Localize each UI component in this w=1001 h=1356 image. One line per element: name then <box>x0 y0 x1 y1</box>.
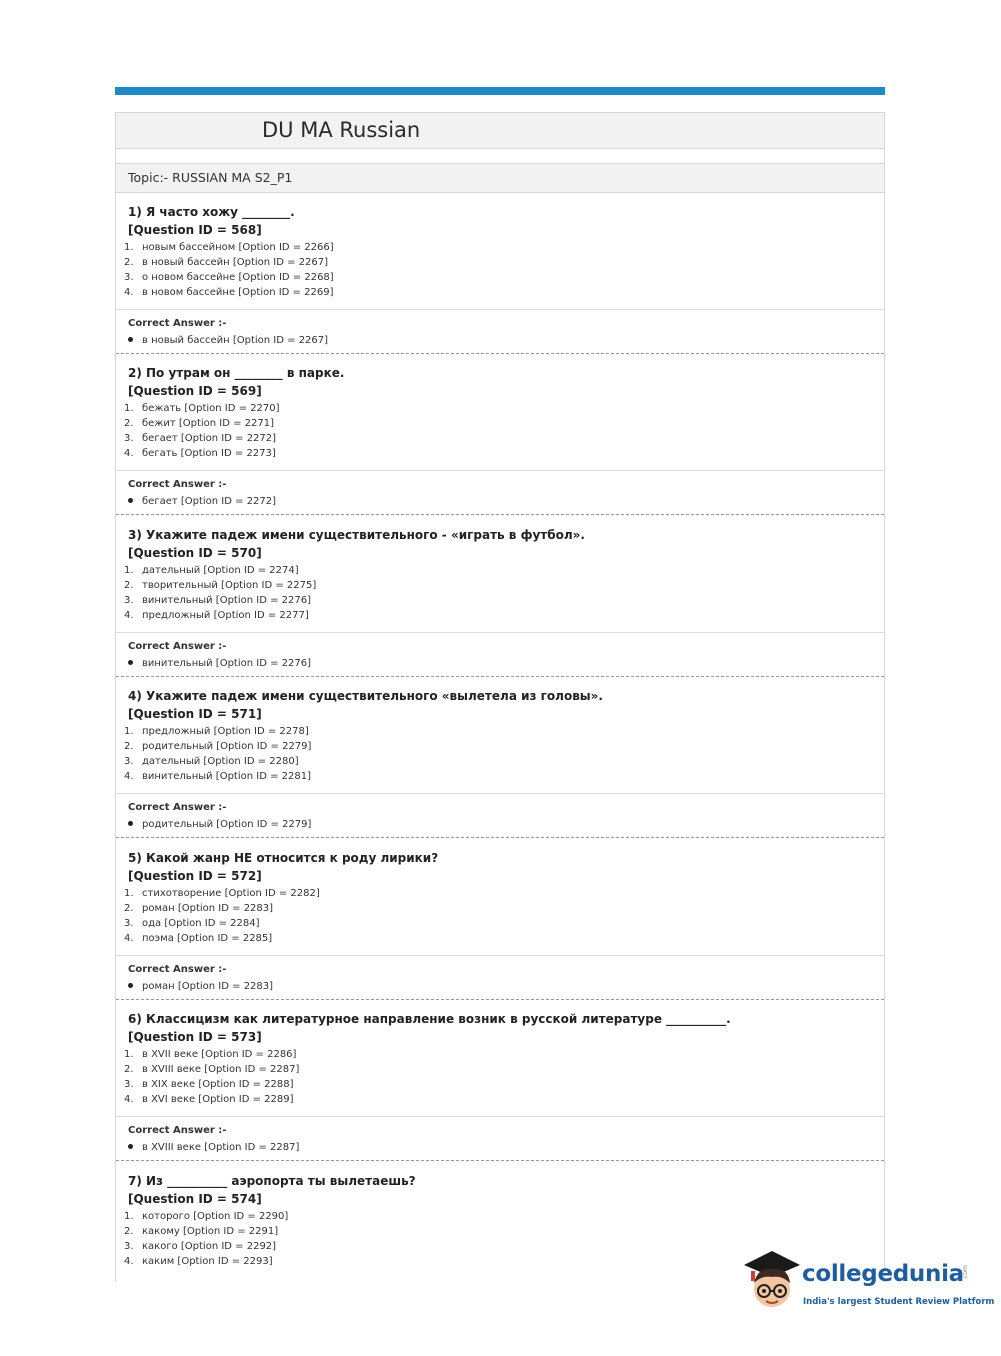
options-list <box>124 1047 299 1107</box>
question-divider <box>116 837 884 838</box>
option-item: 3. дательный [Option ID = 2280] <box>124 756 299 767</box>
topic-row <box>116 164 884 193</box>
question-block <box>116 839 884 1000</box>
question-id: [Question ID = 574] <box>128 1192 262 1206</box>
collegedunia-logo <box>742 1249 995 1319</box>
answer-divider <box>116 632 884 633</box>
option-item: 2. в новый бассейн [Option ID = 2267] <box>124 257 329 268</box>
option-item: 3. о новом бассейне [Option ID = 2268] <box>124 272 334 283</box>
answer-divider <box>116 309 884 310</box>
top-accent-bar <box>115 87 885 95</box>
option-item: 4. поэма [Option ID = 2285] <box>124 933 273 944</box>
question-id: [Question ID = 568] <box>128 223 262 237</box>
question-divider <box>116 514 884 515</box>
option-item: 1. бежать [Option ID = 2270] <box>124 403 280 414</box>
question-text: 5) Какой жанр НЕ относится к роду лирики? <box>128 851 439 865</box>
logo-tagline: India's largest Student Review Platform <box>803 1297 995 1307</box>
title-row <box>116 112 884 149</box>
option-item: 4. в новом бассейне [Option ID = 2269] <box>124 287 334 298</box>
option-item: 2. творительный [Option ID = 2275] <box>124 580 317 591</box>
question-text: 7) Из __________ аэропорта ты вылетаешь? <box>128 1174 416 1188</box>
option-item: 3. какого [Option ID = 2292] <box>124 1241 277 1252</box>
options-list <box>124 240 334 300</box>
option-item: 1. предложный [Option ID = 2278] <box>124 726 309 737</box>
answer-divider <box>116 470 884 471</box>
options-list <box>124 401 280 461</box>
option-item: 4. в XVI веке [Option ID = 2289] <box>124 1094 294 1105</box>
option-item: 1. которого [Option ID = 2290] <box>124 1211 289 1222</box>
option-item: 1. дательный [Option ID = 2274] <box>124 565 299 576</box>
bullet-icon <box>128 983 133 988</box>
question-block <box>116 516 884 677</box>
correct-answer-label: Correct Answer :- <box>128 1125 227 1136</box>
correct-answer: родительный [Option ID = 2279] <box>128 819 311 830</box>
correct-answer-label: Correct Answer :- <box>128 318 227 329</box>
option-item: 2. какому [Option ID = 2291] <box>124 1226 279 1237</box>
logo-wordmark: collegedunia <box>802 1261 964 1287</box>
question-id: [Question ID = 569] <box>128 384 262 398</box>
page-title: DU MA Russian <box>262 118 421 142</box>
options-list <box>124 1209 288 1269</box>
option-item: 2. в XVIII веке [Option ID = 2287] <box>124 1064 300 1075</box>
option-item: 2. родительный [Option ID = 2279] <box>124 741 312 752</box>
correct-answer: в XVIII веке [Option ID = 2287] <box>128 1142 299 1153</box>
correct-answer: роман [Option ID = 2283] <box>128 981 273 992</box>
correct-answer: винительный [Option ID = 2276] <box>128 658 311 669</box>
option-item: 2. бежит [Option ID = 2271] <box>124 418 275 429</box>
correct-answer-label: Correct Answer :- <box>128 964 227 975</box>
bullet-icon <box>128 498 133 503</box>
question-paper <box>115 112 885 1282</box>
answer-divider <box>116 793 884 794</box>
bullet-icon <box>128 660 133 665</box>
option-item: 4. каким [Option ID = 2293] <box>124 1256 273 1267</box>
options-list <box>124 724 311 784</box>
bullet-icon <box>128 1144 133 1149</box>
option-item: 4. бегать [Option ID = 2273] <box>124 448 276 459</box>
bullet-icon <box>128 821 133 826</box>
logo-suffix: .com <box>961 1265 969 1280</box>
correct-answer-label: Correct Answer :- <box>128 479 227 490</box>
spacer-row <box>116 149 884 164</box>
options-list <box>124 563 316 623</box>
question-id: [Question ID = 573] <box>128 1030 262 1044</box>
question-divider <box>116 1160 884 1161</box>
topic-label: Topic:- RUSSIAN MA S2_P1 <box>128 170 293 185</box>
question-text: 1) Я часто хожу ________. <box>128 205 295 219</box>
question-block <box>116 677 884 838</box>
correct-answer: бегает [Option ID = 2272] <box>128 496 276 507</box>
mascot-icon <box>742 1249 802 1313</box>
option-item: 4. предложный [Option ID = 2277] <box>124 610 309 621</box>
answer-divider <box>116 955 884 956</box>
option-item: 3. винительный [Option ID = 2276] <box>124 595 311 606</box>
option-item: 3. бегает [Option ID = 2272] <box>124 433 277 444</box>
question-block <box>116 354 884 515</box>
question-text: 6) Классицизм как литературное направление возник в русской литературе __________. <box>128 1012 731 1026</box>
option-item: 1. в XVII веке [Option ID = 2286] <box>124 1049 297 1060</box>
option-item: 1. стихотворение [Option ID = 2282] <box>124 888 320 899</box>
question-text: 4) Укажите падеж имени существительного «вылетела из головы». <box>128 689 603 703</box>
options-list <box>124 886 320 946</box>
question-block <box>116 1000 884 1161</box>
option-item: 1. новым бассейном [Option ID = 2266] <box>124 242 334 253</box>
question-id: [Question ID = 570] <box>128 546 262 560</box>
option-item: 3. ода [Option ID = 2284] <box>124 918 260 929</box>
correct-answer-label: Correct Answer :- <box>128 641 227 652</box>
question-text: 2) По утрам он ________ в парке. <box>128 366 345 380</box>
correct-answer: в новый бассейн [Option ID = 2267] <box>128 335 328 346</box>
bullet-icon <box>128 337 133 342</box>
question-id: [Question ID = 572] <box>128 869 262 883</box>
question-block <box>116 193 884 354</box>
correct-answer-label: Correct Answer :- <box>128 802 227 813</box>
option-item: 2. роман [Option ID = 2283] <box>124 903 274 914</box>
answer-divider <box>116 1116 884 1117</box>
option-item: 3. в XIX веке [Option ID = 2288] <box>124 1079 294 1090</box>
question-id: [Question ID = 571] <box>128 707 262 721</box>
option-item: 4. винительный [Option ID = 2281] <box>124 771 311 782</box>
question-text: 3) Укажите падеж имени существительного - «играть в футбол». <box>128 528 585 542</box>
